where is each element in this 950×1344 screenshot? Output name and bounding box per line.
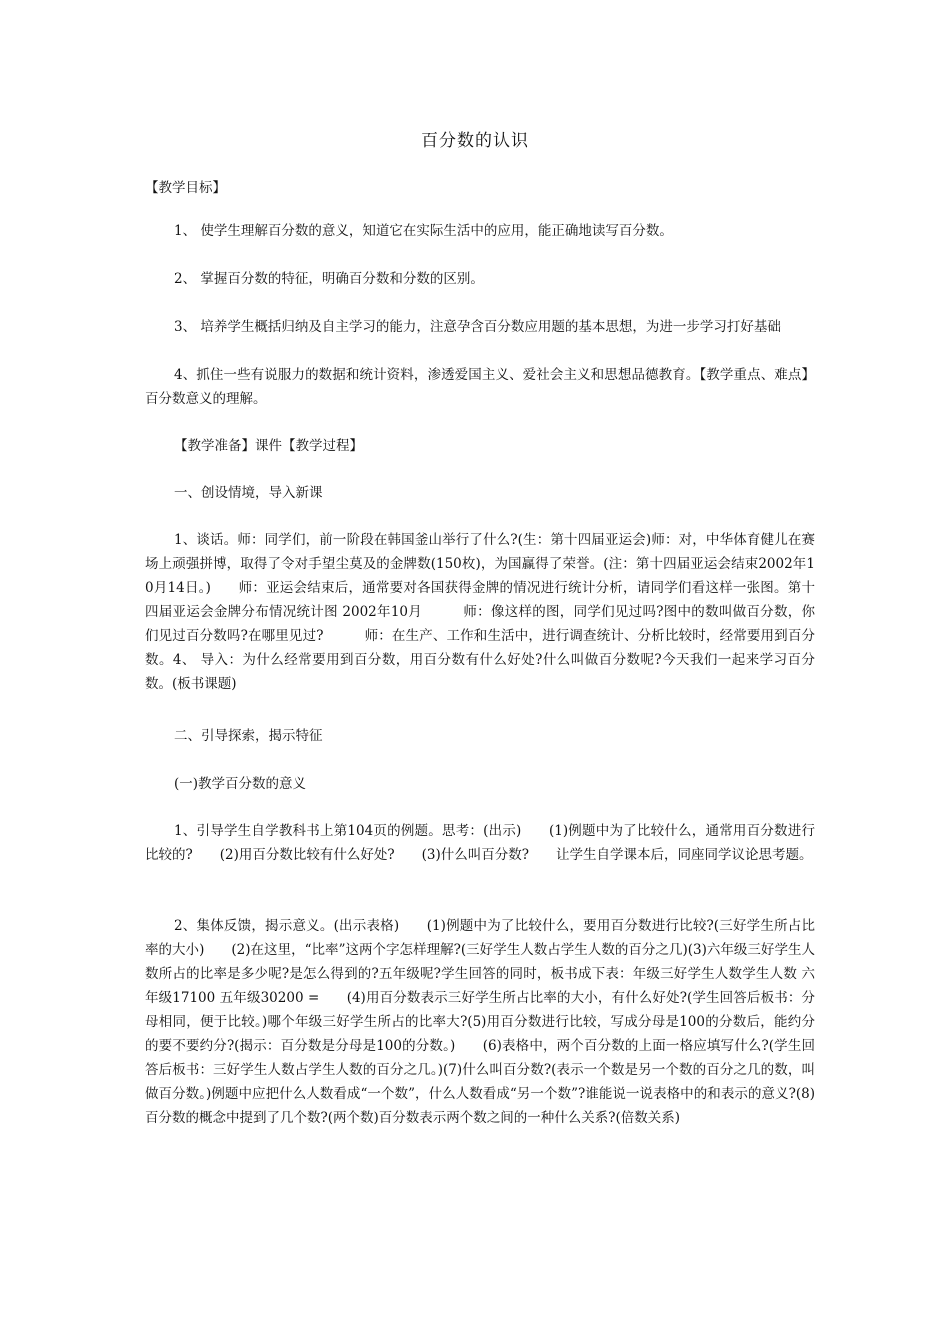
- page-title: 百分数的认识: [421, 131, 529, 151]
- teaching-prep: 【教学准备】课件【教学过程】: [174, 438, 363, 454]
- goal-item-1: 1、 使学生理解百分数的意义，知道它在实际生活中的应用，能正确地读写百分数。: [174, 223, 673, 239]
- section-heading-2: 二、引导探索，揭示特征: [174, 728, 323, 744]
- section-heading-1: 一、创设情境，导入新课: [174, 485, 323, 501]
- paragraph-self-study: 1、引导学生自学教科书上第104页的例题。思考：(出示) (1)例题中为了比较什么，通常用百分数进行比较的? (2)用百分数比较有什么好处? (3)什么叫百分数? 让学生自学课本后，同座同学议论思考题。: [145, 823, 815, 863]
- sub-heading-1: (一)教学百分数的意义: [174, 776, 307, 792]
- paragraph-feedback: 2、集体反馈，揭示意义。(出示表格) (1)例题中为了比较什么，要用百分数进行比较?(三好学生所占比率的大小) (2)在这里，“比率”这两个字怎样理解?(三好学生人数占学生人数的百分之几)(3)六年级三好学生人数所占的比率是多少呢?是怎么得到的?五年级呢?学生回答的同时，板书成下表：年级三好学生人数学生人数 六年级17100 五年级30200 = (4)用百分数表示三好学生所占比率的大小，有什么好处?(学生回答后板书：分母相同，便于比较。)哪个年级三好学生所占的比率大?(5)用百分数进行比较，写成分母是100的分数后，能约分的要不要约分?(揭示：百分数是分母是100的分数。) (6)表格中，两个百分数的上面一格应填写什么?(学生回答后板书：三好学生人数占学生人数的百分之几。)(7)什么叫百分数?(表示一个数是另一个数的百分之几的数，叫做百分数。)例题中应把什么人数看成“一个数”，什么人数看成“另一个数”?谁能说一说表格中的和表示的意义?(8)百分数的概念中提到了几个数?(两个数)百分数表示两个数之间的一种什么关系?(倍数关系): [145, 918, 815, 1126]
- goal-item-4: 4、抓住一些有说服力的数据和统计资料，渗透爱国主义、爱社会主义和思想品德教育。【教学重点、难点】百分数意义的理解。: [145, 367, 815, 407]
- goal-item-2: 2、 掌握百分数的特征，明确百分数和分数的区别。: [174, 271, 484, 287]
- heading-goals: 【教学目标】: [145, 180, 226, 196]
- paragraph-intro-dialogue: 1、谈话。师：同学们，前一阶段在韩国釜山举行了什么?(生：第十四届亚运会)师：对，中华体育健儿在赛场上顽强拼博，取得了令对手望尘莫及的金牌数(150枚)，为国赢得了荣誉。(注：第十四届亚运会结束2002年10月14日。) 师：亚运会结束后，通常要对各国获得金牌的情况进行统计分析，请同学们看这样一张图。第十四届亚运会金牌分布情况统计图 2002年10月 师：像这样的图，同学们见过吗?图中的数叫做百分数，你们见过百分数吗?在哪里见过? 师：在生产、工作和生活中，进行调查统计、分析比较时，经常要用到百分数。4、 导入：为什么经常要用到百分数，用百分数有什么好处?什么叫做百分数呢?今天我们一起来学习百分数。(板书课题): [145, 532, 815, 692]
- goal-item-3: 3、 培养学生概括归纳及自主学习的能力，注意孕含百分数应用题的基本思想，为进一步学习打好基础: [174, 319, 781, 335]
